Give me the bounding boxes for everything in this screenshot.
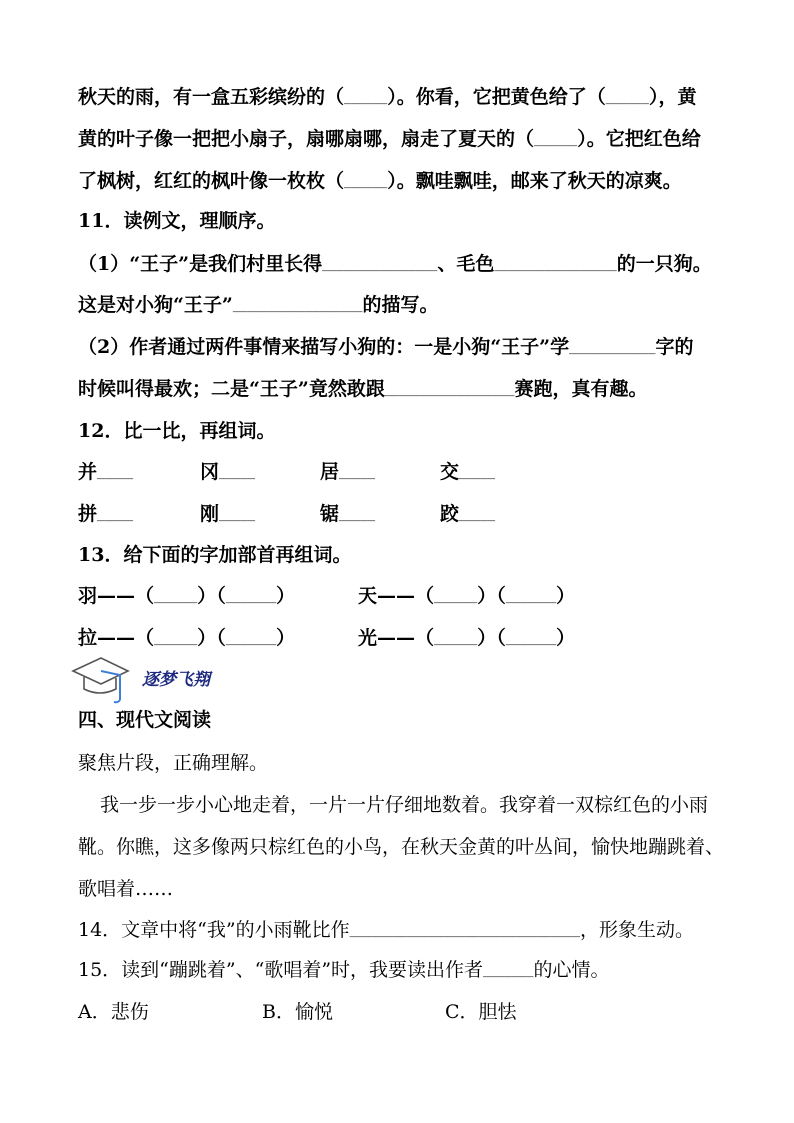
fill-blank: _____: [219, 468, 256, 482]
fill-blank: _______: [483, 966, 534, 980]
section-instruction: [78, 751, 268, 775]
q11-part2-line-2: [78, 377, 648, 401]
q12-item: [320, 502, 375, 526]
fill-blank: _____: [97, 510, 134, 524]
compare-char: 跤: [440, 503, 460, 525]
question-text: 时候叫得最欢；二是“王子”竟然敢跟: [78, 378, 385, 400]
paren-text: ）: [556, 585, 576, 607]
paren-text: ）（: [477, 627, 506, 649]
fill-blank: __________________: [384, 385, 515, 399]
compare-char: 冈: [200, 461, 220, 483]
fill-blank: _________________: [494, 260, 617, 274]
fill-blank: _____: [339, 510, 376, 524]
passage-text: ）。你看，它把黄色给了（: [387, 86, 606, 108]
q15-option-a: [78, 1000, 149, 1024]
q10-passage-line-2: [78, 127, 701, 151]
radical-char: 拉——（: [78, 627, 155, 649]
q12-item: [200, 502, 255, 526]
q13-item: [78, 626, 295, 650]
fill-blank: _____: [219, 510, 256, 524]
fill-blank: _______: [225, 634, 277, 648]
fill-blank: _______: [225, 592, 277, 606]
reading-passage-line-1: [100, 793, 708, 817]
passage-text: 靴。你瞧，这多像两只棕红色的小鸟，在秋天金黄的叶丛间，愉快地蹦跳着、: [78, 836, 725, 858]
fill-blank: _______: [505, 592, 557, 606]
q11-part1-line-2: [78, 293, 439, 317]
q12-item: [440, 502, 495, 526]
passage-text: ）。它把红色给: [577, 128, 701, 150]
question-text: 的心情。: [533, 959, 610, 981]
radical-char: 光——（: [358, 627, 435, 649]
option-text: C．胆怯: [445, 1001, 517, 1023]
question-text: （2）作者通过两件事情来描写小狗的：一是小狗“王子”学: [78, 336, 570, 358]
fill-blank: ______: [344, 93, 388, 107]
fill-blank: __________________: [232, 301, 363, 315]
question-text: 这是对小狗“王子”: [78, 294, 233, 316]
question-title: 13．给下面的字加部首再组词。: [78, 544, 352, 566]
passage-text: 秋天的雨，有一盒五彩缤纷的（: [78, 86, 345, 108]
fill-blank: ______: [605, 93, 649, 107]
paren-text: ）（: [197, 627, 226, 649]
q11-title: [78, 209, 275, 233]
q13-item: [358, 584, 575, 608]
paren-text: ）: [276, 627, 296, 649]
passage-text: 我一步一步小心地走着，一片一片仔细地数着。我穿着一双棕红色的小雨: [100, 794, 709, 816]
q12-title: [78, 419, 275, 443]
question-title: 12．比一比，再组词。: [78, 420, 276, 442]
fill-blank: _______: [505, 634, 557, 648]
question-text: 的一只狗。: [616, 253, 712, 275]
compare-char: 交: [440, 461, 460, 483]
q15-question: [78, 958, 609, 982]
radical-char: 羽——（: [78, 585, 155, 607]
fill-blank: ____________: [569, 343, 656, 357]
banner-title: 逐梦飞翔: [142, 670, 210, 690]
question-text: 的描写。: [362, 294, 439, 316]
passage-text: 黄的叶子像一把把小扇子，扇哪扇哪，扇走了夏天的（: [78, 128, 535, 150]
question-text: 15．读到“蹦跳着”、“歌唱着”时，我要读出作者: [78, 959, 484, 981]
passage-text: 了枫树，红红的枫叶像一枚枚（: [78, 170, 345, 192]
q12-item: [440, 460, 495, 484]
compare-char: 拼: [78, 503, 98, 525]
reading-passage-line-3: [78, 877, 173, 901]
paren-text: ）（: [477, 585, 506, 607]
q13-item: [358, 626, 575, 650]
question-text: 赛跑，真有趣。: [514, 378, 648, 400]
q15-option-c: [445, 1000, 517, 1024]
radical-char: 天——（: [358, 585, 435, 607]
paren-text: ）: [556, 627, 576, 649]
q14-question: [78, 918, 694, 942]
passage-text: ），黄: [648, 86, 697, 108]
passage-text: 歌唱着……: [78, 878, 174, 900]
fill-blank: ________________: [322, 260, 438, 274]
q12-item: [78, 502, 133, 526]
q12-item: [320, 460, 375, 484]
fill-blank: _____: [459, 510, 496, 524]
option-text: A．悲伤: [78, 1001, 149, 1023]
fill-blank: ______: [344, 177, 388, 191]
q12-item: [200, 460, 255, 484]
q11-part2-line-1: [78, 335, 694, 359]
fill-blank: ______: [154, 634, 198, 648]
fill-blank: ______: [434, 634, 478, 648]
q13-title: [78, 543, 351, 567]
q11-part1-line-1: [78, 252, 712, 276]
question-text: （1）“王子”是我们村里长得: [78, 253, 323, 275]
question-text: 14．文章中将“我”的小雨靴比作: [78, 919, 350, 941]
compare-char: 刚: [200, 503, 220, 525]
option-text: B．愉悦: [262, 1001, 333, 1023]
reading-passage-line-2: [78, 835, 724, 859]
fill-blank: ______: [434, 592, 478, 606]
compare-char: 锯: [320, 503, 340, 525]
question-text: 字的: [655, 336, 694, 358]
compare-char: 居: [320, 461, 340, 483]
passage-text: ）。飘哇飘哇，邮来了秋天的凉爽。: [387, 170, 682, 192]
paren-text: ）（: [197, 585, 226, 607]
q10-passage-line-1: [78, 85, 696, 109]
fill-blank: ______: [534, 135, 578, 149]
question-text: 、毛色: [437, 253, 495, 275]
q12-item: [78, 460, 133, 484]
section-heading: [78, 708, 211, 732]
fill-blank: _____: [97, 468, 134, 482]
fill-blank: _____: [459, 468, 496, 482]
q10-passage-line-3: [78, 169, 682, 193]
section-heading-text: 四、现代文阅读: [78, 709, 212, 731]
fill-blank: ______: [154, 592, 198, 606]
q15-option-b: [262, 1000, 333, 1024]
paren-text: ）: [276, 585, 296, 607]
fill-blank: _____: [339, 468, 376, 482]
instruction-text: 聚焦片段，正确理解。: [78, 752, 269, 774]
graduation-cap-svg: [70, 648, 132, 704]
question-text: ，形象生动。: [580, 919, 695, 941]
compare-char: 并: [78, 461, 98, 483]
graduation-cap-icon: [70, 648, 132, 704]
question-title: 11．读例文，理顺序。: [78, 210, 276, 232]
q13-item: [78, 584, 295, 608]
cap-tassel-end: [114, 700, 120, 702]
fill-blank: ________________________________: [349, 926, 581, 940]
